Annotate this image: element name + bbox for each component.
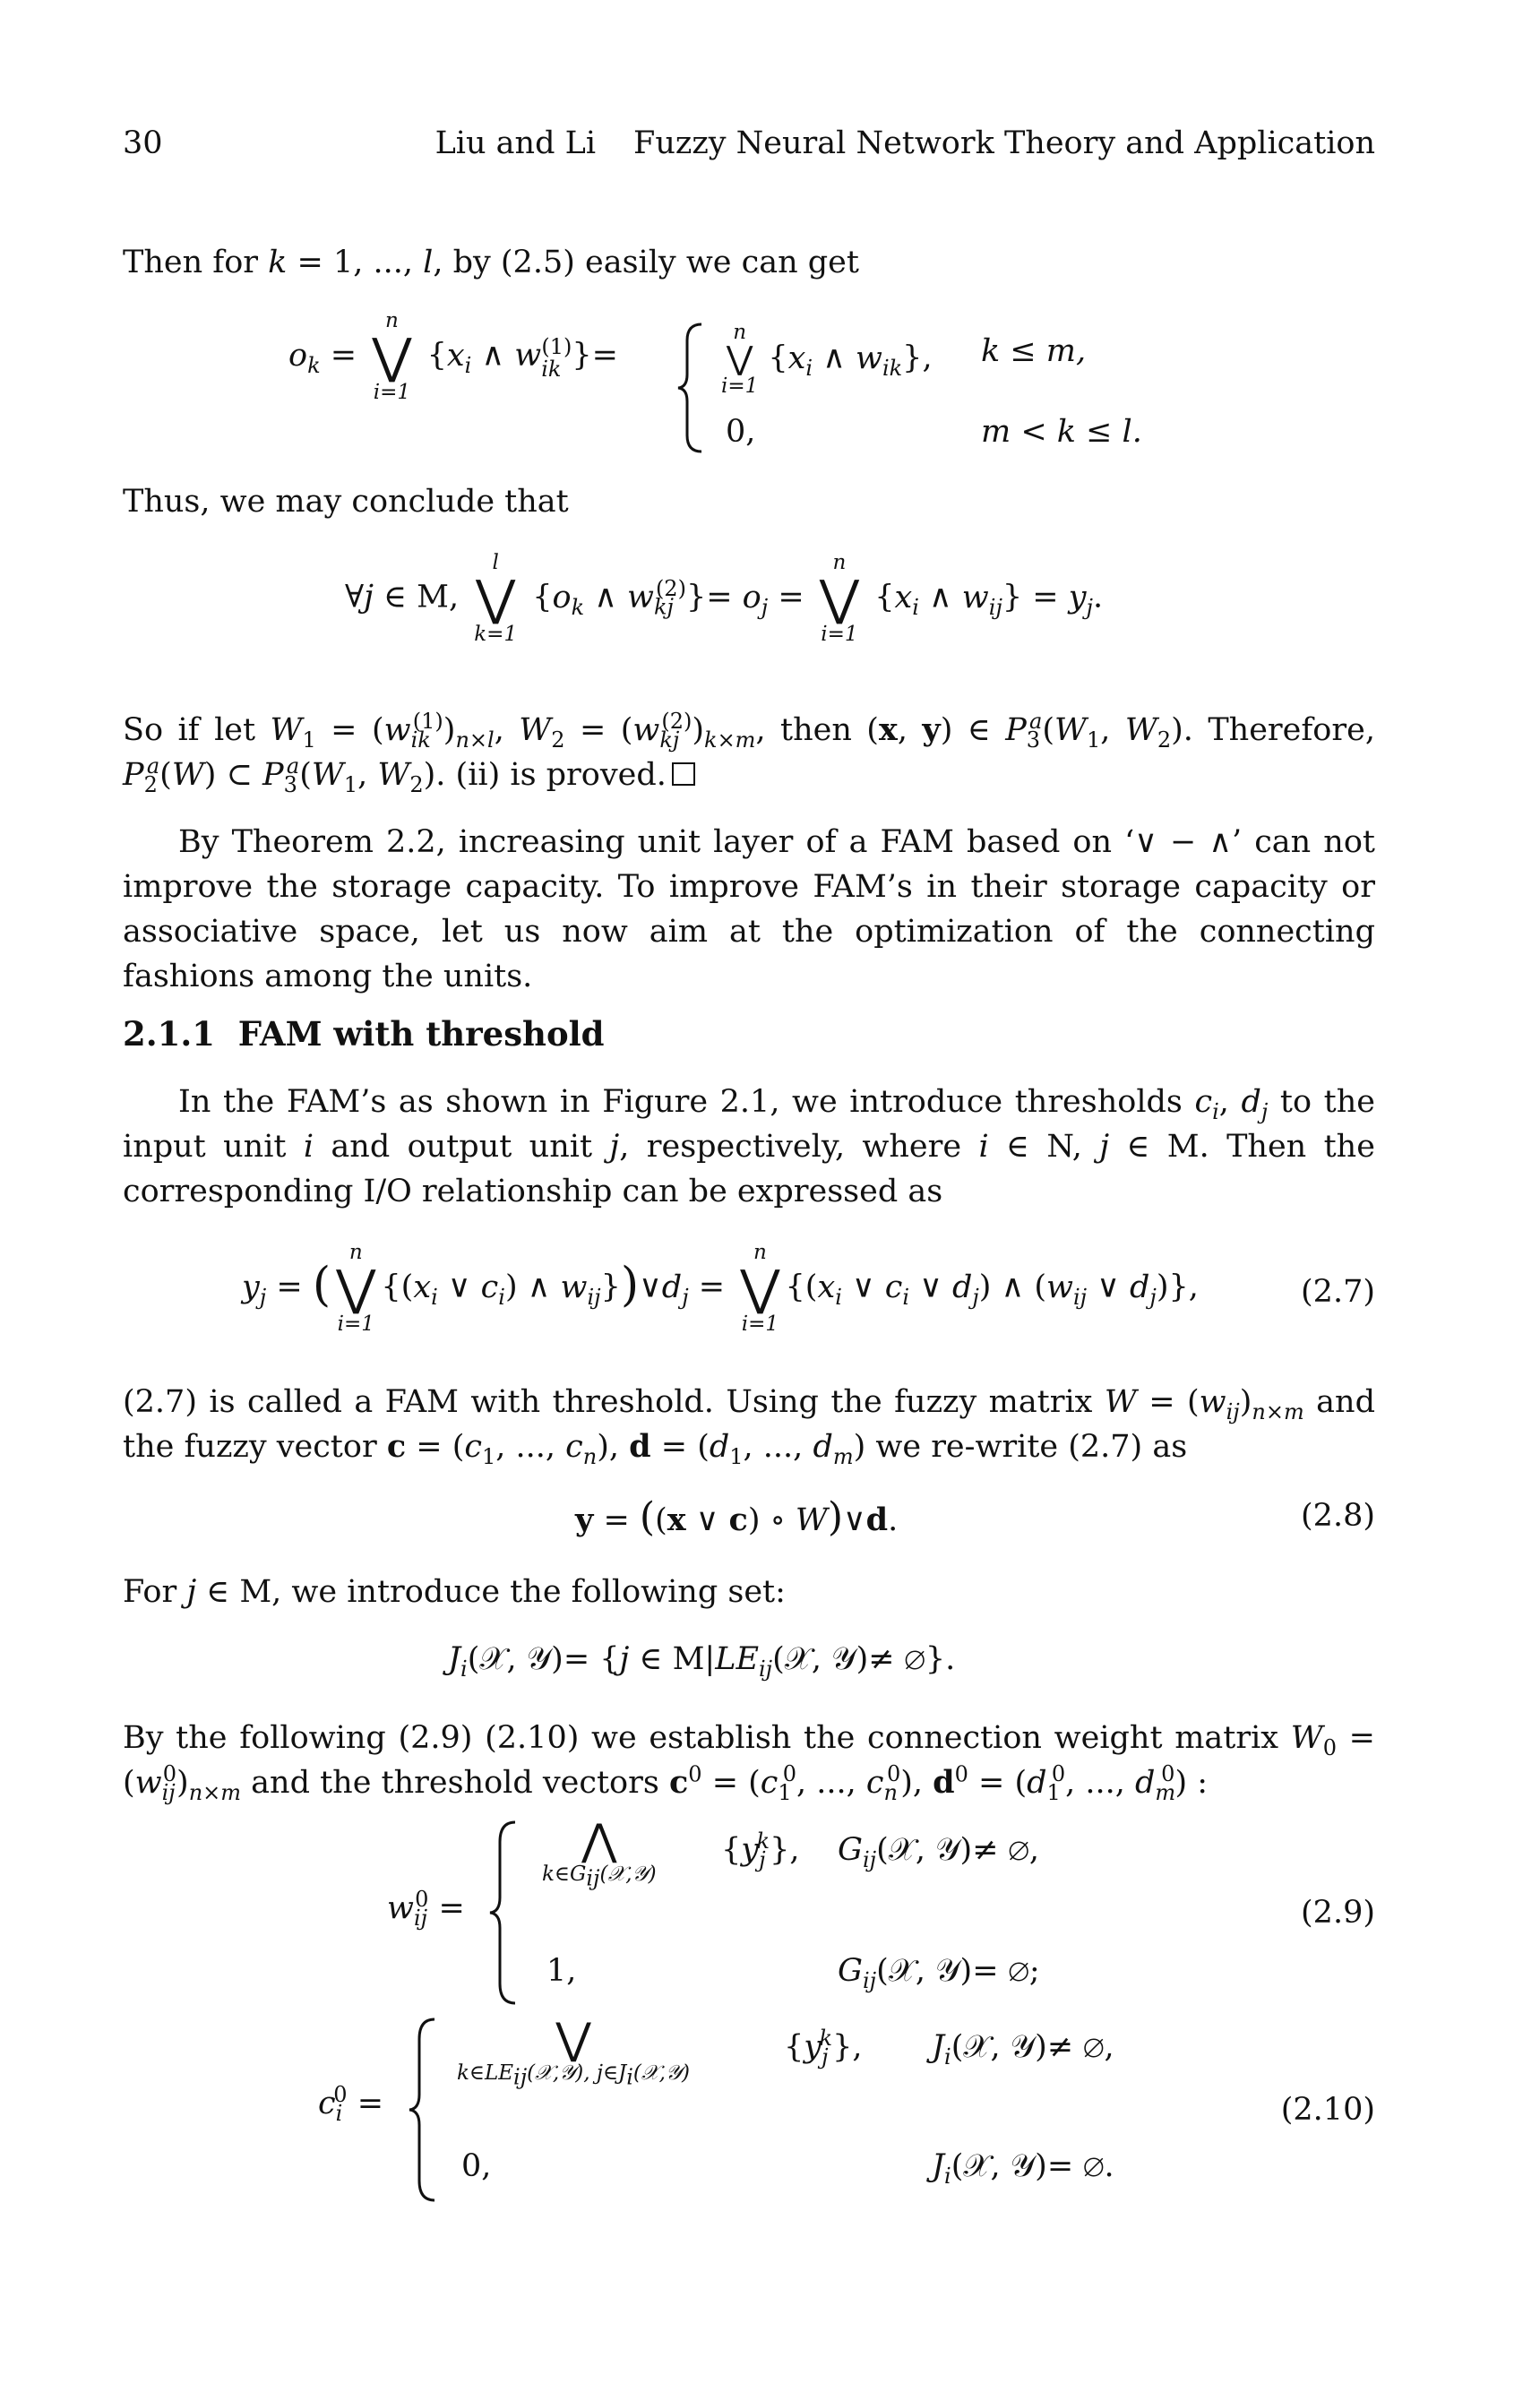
page-number: 30	[123, 125, 163, 161]
equation-2-7: $y_j$ = ( n ⋁ i=1 {($x_i$ ∨ $c_i$) ∧ $w_{ij}\})\vee d_j$ = n ⋁ i=1 {($x_i$ ∨ $c_i$ ∨ $d_j$) ∧ ($w_{ij}$ ∨ $d_j$)},	[242, 1241, 1199, 1336]
equation-2-8: y = ((x ∨ c) ∘ W)∨d.	[575, 1494, 899, 1540]
paragraph-set-intro: For j ∈ M, we introduce the following set:	[123, 1574, 786, 1610]
case-2-9-cond-2: $G_{ij}(𝒳$, 𝒴)= ∅;	[838, 1953, 1040, 1993]
paragraph-intro: Then for k = 1, ..., l, by (2.5) easily we can get	[123, 245, 859, 280]
case-2-9-value-1: $\{y_j^k\}$,	[721, 1828, 800, 1872]
paragraph-rewrite: (2.7) is called a FAM with threshold. Using the fuzzy matrix $W = (w_{ij})_{n\times m}$ and the fuzzy vector $c = (c_1$, ..., $c_n$), $d = (d_1$, ..., $d_m$) we re-write (2.7) as	[123, 1384, 1375, 1469]
qed-box	[672, 762, 695, 786]
equation-number-2-10: (2.10)	[1280, 2092, 1375, 2128]
equation-forall-j: ∀j ∈ M, l ⋁ k=1 {$o_k$ ∧ $w_{kj}^{(2)}\}= o_j$ = n ⋁ i=1 {$x_i$ ∧ $w_{ij}\} = y_j$.	[345, 551, 1104, 646]
equation-2-9-lhs: $w_{ij}^0$ =	[387, 1887, 465, 1931]
header-book-title: Fuzzy Neural Network Theory and Application	[633, 125, 1375, 161]
cases-brace-2-10	[408, 2016, 440, 2204]
case-cond-1: k ≤ m,	[981, 333, 1087, 369]
case-2-9-line-1: ⋀ $k\in G_{ij}(𝒳,𝒴)$	[542, 1815, 657, 1891]
case-2-10-value-1: $\{y_j^k\}$,	[784, 2026, 863, 2069]
case-2-10-cond-2: $J_i(𝒳$, 𝒴)= ∅.	[932, 2148, 1114, 2189]
case-line-2: 0,	[726, 414, 756, 450]
case-2-10-line-1: ⋁ $k\in LE_{ij}(𝒳,𝒴)$, $j\in J_i(𝒳,𝒴)$	[457, 2014, 690, 2090]
paragraph-conclude: Thus, we may conclude that	[123, 484, 569, 520]
para1-tail: by (2.5) easily we can get	[452, 245, 859, 280]
paragraph-theorem: By Theorem 2.2, increasing unit layer of a FAM based on ‘∨ − ∧’ can not improve the storage capacity. To improve FAM’s in their storage capacity or associative space, let us now aim at the optimization of the connecting fashions among the units.	[123, 824, 1375, 994]
header-authors: Liu and Li	[434, 125, 597, 161]
equation-number-2-9: (2.9)	[1301, 1895, 1375, 1931]
equation-2-10-lhs: $c_i^0$ =	[318, 2082, 384, 2126]
section-heading: 2.1.1 FAM with threshold	[123, 1014, 605, 1054]
page-header	[123, 125, 1375, 179]
case-2-9-line-2: 1,	[546, 1953, 577, 1989]
cases-brace	[676, 321, 707, 455]
equation-ji-set: $J_i(𝒳$, 𝒴)= {j ∈ $M|LE_{ij}(𝒳$, 𝒴)≠ ∅}.	[448, 1641, 956, 1682]
running-head	[435, 125, 1375, 161]
para1-lead: Then for	[123, 245, 259, 280]
case-2-10-cond-1: $J_i(𝒳$, 𝒴)≠ ∅,	[932, 2029, 1114, 2069]
equation-number-2-8: (2.8)	[1301, 1498, 1375, 1534]
paragraph-so-if: So if let $W_1 = (w_{ik}^{(1)})_{n\times l}$, $W_2 = (w_{kj}^{(2)})_{k\times m}$, then (x, y) ∈ $P_3^a(W_1$, $W_2$). Therefore, $P_2^a(W)$ ⊂ $P_3^a(W_1$, $W_2$). (ii) is proved.	[123, 709, 1375, 797]
case-line-1: n ⋁ i=1 {$x_i$ ∧ $w_{ik}$},	[721, 321, 933, 398]
case-cond-2: m < k ≤ l.	[981, 414, 1142, 450]
case-2-10-line-2: 0,	[461, 2148, 492, 2184]
case-2-9-cond-1: $G_{ij}(𝒳$, 𝒴)≠ ∅,	[838, 1832, 1039, 1872]
paragraph-establish: By the following (2.9) (2.10) we establish the connection weight matrix $W_0 = (w_{ij}^0)_{n\times m}$ and the threshold vectors $c^0 = (c_1^0$, ..., $c_n^0$), $d^0 = (d_1^0$, ..., $d_m^0$) :	[123, 1720, 1376, 1805]
paragraph-thresholds: In the FAM’s as shown in Figure 2.1, we introduce thresholds $c_i$, $d_j$ to the input unit i and output unit j, respectively, where i ∈ N, j ∈ M. Then the corresponding I/O relationship can be expressed as	[123, 1084, 1375, 1209]
equation-ok: $o_k$ = n ⋁ i=1 {$x_i$ ∧ $w_{ik}^{(1)}\}=$	[288, 309, 619, 404]
cases-brace-2-9	[488, 1819, 521, 2007]
equation-number-2-7: (2.7)	[1301, 1274, 1375, 1310]
